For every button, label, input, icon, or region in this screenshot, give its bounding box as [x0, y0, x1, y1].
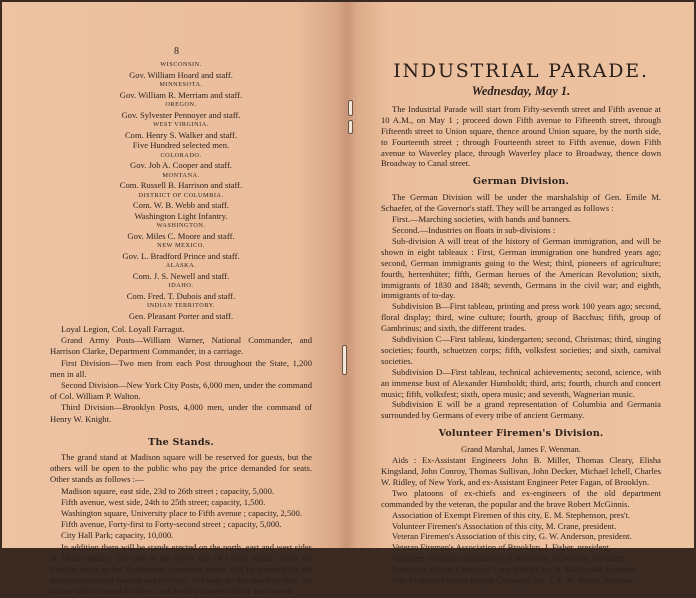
firemen-paragraph: Two platoons of ex-chiefs and ex-engineers of the old department commanded by the veteran, the popular and the brave Robert McGinnis. [381, 487, 661, 509]
left-column [50, 60, 312, 598]
state-official: Gov. William R. Merriam and staff. [119, 89, 243, 100]
firemen-paragraph: Veteran Firemen's Association of Brooklyn, J. Fisher, president. [392, 542, 612, 553]
staple [348, 120, 353, 134]
state-official: Com. Fred. T. Dubois and staff. [126, 290, 236, 301]
german-division-list [381, 214, 661, 421]
stands-heading: The Stands. [148, 436, 214, 448]
firemen-paragraph: Port Richmond Steam Engine Company, No. 2, E. W. Foster, foreman. [392, 575, 635, 586]
page-number: 8 [174, 46, 179, 57]
state-name: MINNESOTA. [159, 81, 203, 88]
state-official: Gov. Job A. Cooper and staff. [130, 160, 232, 170]
state-name: WISCONSIN. [160, 61, 202, 68]
firemen-paragraph: Aids : Ex-Assistant Engineers John B. Miller, Thomas Cleary, Elisha Kingsland, John Conroy, Thomas Sullivan, John Decker, Michael Ichell, Charles W. Ridley, of New York, and ex-Assistant Engineer Peter Fagan, of Brooklyn. [381, 455, 661, 487]
right-page [347, 2, 694, 586]
veterans-paragraph: Third Division—Brooklyn Posts, 4,000 men, under the command of Henry W. Knight. [50, 402, 312, 424]
german-paragraph: Second.—Industries on floats in sub-divisions : [392, 224, 556, 235]
firemen-paragraph: Protection Engine Company, Long Island City, R. McDonald, foreman. [392, 564, 637, 575]
state-official: Com. W. B. Webb and staff. [132, 200, 230, 210]
right-column [381, 60, 661, 586]
veterans-paragraph: Grand Army Posts—William Warner, National Commander, and Harrison Clarke, Department Commander, in a carriage. [50, 335, 312, 357]
firemen-paragraph: Volunteer Firemen's Association of Brooklyn, J Courtney, president. [392, 553, 627, 564]
german-paragraph: Sub-division A will treat of the history of German immigration, and will be shown in eight tableaux : First, German immigration one hundred years ago; second, German immigrants going to the West; third, pioneers of agriculture; fourth, herrenhüter; fifth, German heroes of the American Revolution; sixth, immigrants of 1830 and 1848; seventh, Germans in the civil war; and eighth, immigrants of to-day. [381, 235, 661, 301]
states-list [50, 60, 312, 321]
state-official: Gen. Pleasant Porter and staff. [128, 310, 234, 321]
state-official: Gov. Miles C. Moore and staff. [127, 230, 235, 241]
stands-closing: In addition there will be stands erected on the north, east and west sides of Union square. The one at the lower end of Union square, from the Lincoln statue to the Washington equestrian statue, will be reserved for the accommodation of women and children. The seats on this stand are free. No tickets will be issued for them, and the first comers will be first served. [50, 541, 312, 597]
state-official: Com. Russell B. Harrison and staff. [119, 180, 243, 190]
left-page [2, 2, 347, 597]
stand-item: Fifth avenue, Forty-first to Forty-second street ; capacity, 5,000. [61, 519, 282, 530]
german-paragraph: Subdivision D—First tableau, technical achievements; second, science, with an immense bust of Alexander Humboldt; third, arts; fourth, church and concert music; fifth, volksfest; sixth, opera music; and seventh, Wagnerian music. [381, 366, 661, 399]
firemen-paragraph: Volunteer Firemen's Association of this city, M. Crane, president. [392, 520, 617, 531]
german-paragraph: Subdivision C—First tableau, kindergarten; second, Christmas; third, singing societies; fourth, schuetzen corps; fifth, volksfest societies; and sixth, carnival societies. [381, 334, 661, 366]
state-official: Washington Light Infantry. [134, 210, 228, 221]
state-name: OREGON. [165, 101, 197, 108]
stands-intro: The grand stand at Madison square will be reserved for guests, but the others will be open to the public who pay the price demanded for seats. Other stands as follows :— [50, 452, 312, 485]
firemen-paragraph: Association of Exempt Firemen of this city, E. M. Stephenson, pres't. [392, 509, 631, 520]
firemen-division-heading: Volunteer Firemen's Division. [438, 428, 604, 440]
parade-intro: The Industrial Parade will start from Fifty-seventh street and Fifth avenue at 10 A.M., on May 1 ; proceed down Fifth avenue to Fifteenth street, through Fifteenth street to Union square, thence around Union square, by the north side, to Fourteenth street ; through Fourteenth street to Fifth avenue, down Fifth avenue to Waverley place, through Waverley place to Broadway, thence down Broadway to Canal street. [381, 103, 661, 169]
firemen-paragraph: Veteran Firemen's Association of this city, G. W. Anderson, president. [392, 531, 632, 542]
state-name: COLORADO. [160, 151, 202, 159]
stand-item: City Hall Park; capacity, 10,000. [61, 530, 174, 541]
veterans-paragraph: First Division—Two men from each Post throughout the State, 1,200 men in all. [50, 357, 312, 379]
state-official: Com. Henry S. Walker and staff. [124, 129, 238, 140]
stand-item: Fifth avenue, west side, 24th to 25th street; capacity, 1,500. [61, 496, 266, 507]
stand-item: Washington square, University place to Fifth avenue ; capacity, 2,500. [61, 508, 302, 519]
german-paragraph: Subdivision B—First tableau, printing and press work 100 years ago; second, floral display; third, wine culture; fourth, group of Bacchus; fifth, group of Gambrinus; and sixth, the different trades. [381, 301, 661, 334]
page-title: INDUSTRIAL PARADE. [393, 60, 649, 82]
state-official: Gov. L. Bradford Prince and staff. [122, 250, 240, 261]
state-name: NEW MEXICO. [157, 242, 205, 249]
state-name: WASHINGTON. [156, 222, 206, 229]
german-paragraph: Subdivision E will be a grand representation of Columbia and Germania surrounded by Germans of every tribe of ancient Germany. [381, 399, 661, 421]
state-name: MONTANA. [162, 171, 200, 179]
state-name: DISTRICT OF COLUMBIA. [138, 191, 224, 199]
firemen-division-list [381, 455, 661, 586]
state-name: WEST VIRGINIA. [153, 121, 209, 128]
german-intro: The German Division will be under the marshalship of Gen. Emile M. Schaefer, of the Governor's staff. They will be arranged as follows : [381, 192, 661, 214]
page-subtitle: Wednesday, May 1. [471, 84, 571, 98]
grand-marshal: Grand Marshal, James F. Wenman. [461, 444, 581, 455]
german-division-heading: German Division. [472, 176, 570, 188]
state-official: Five Hundred selected men. [132, 140, 230, 150]
state-name: ALASKA. [165, 262, 197, 269]
staple [348, 100, 353, 116]
stands-list [50, 486, 312, 542]
state-name: IDAHO. [168, 282, 194, 289]
stand-item: Madison square, east side, 23d to 26th street ; capacity, 5,000. [61, 485, 275, 496]
state-official: Gov. William Hoard and staff. [129, 69, 233, 80]
veterans-paragraph: Second Division—New York City Posts, 6,000 men, under the command of Col. William P. Walton. [50, 380, 312, 402]
state-official: Com. J. S. Newell and staff. [132, 270, 230, 281]
german-paragraph: First.—Marching societies, with bands and banners. [392, 214, 572, 225]
veterans-paragraph: Loyal Legion, Col. Loyall Farragut. [61, 324, 185, 334]
veterans-section [50, 324, 312, 425]
state-name: INDIAN TERRITORY. [147, 302, 215, 309]
booklet-spread [2, 2, 694, 597]
state-official: Gov. Sylvester Pennoyer and staff. [121, 109, 241, 120]
